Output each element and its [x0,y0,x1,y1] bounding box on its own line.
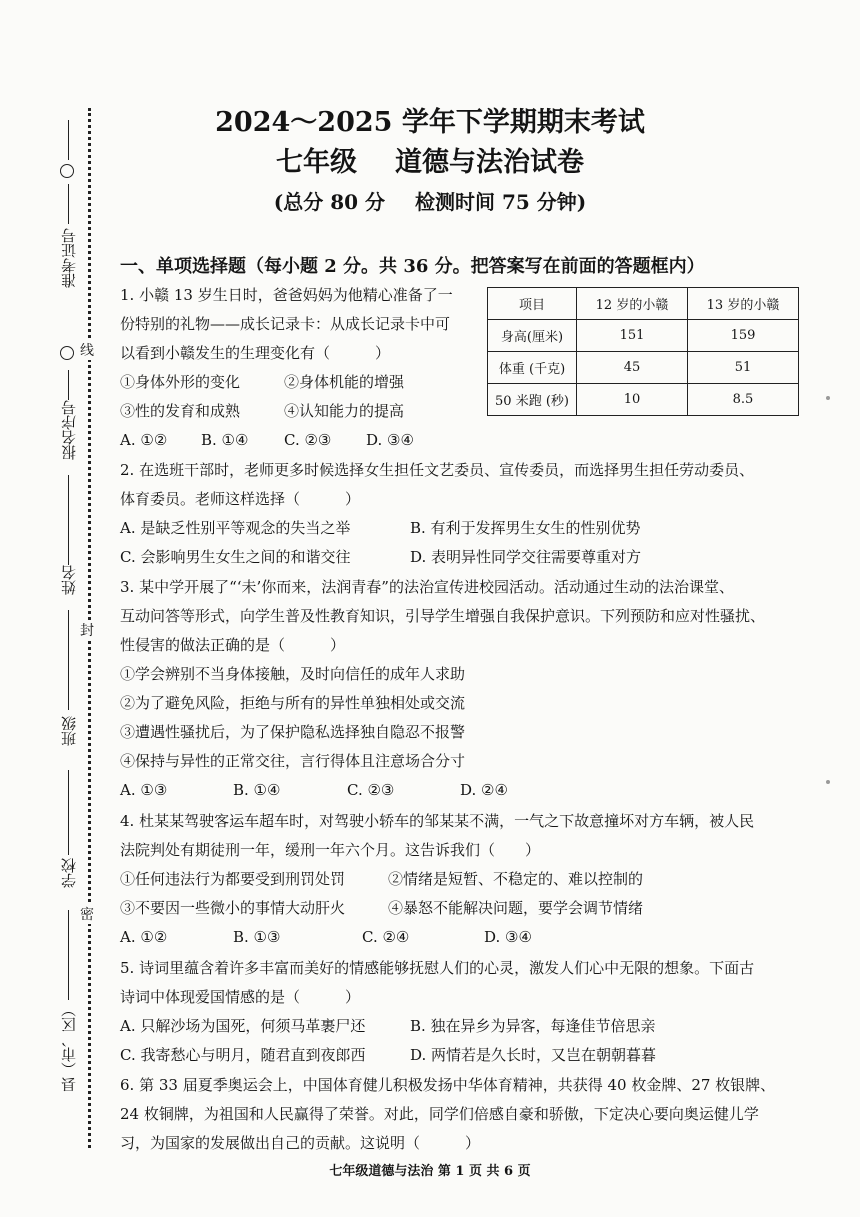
q4-stem-line1: 4. 杜某某驾驶客运车超车时，对驾驶小轿车的邹某某不满，一气之下故意撞坏对方车辆，被人民 [120,812,755,830]
table-row [488,384,799,416]
q3-item-1: ①学会辨别不当身体接触，及时向信任的成年人求助 [120,665,466,683]
q5-option-d: D. 两情若是久长时，又岂在朝朝暮暮 [410,1046,657,1064]
table-header-cell: 13 岁的小赣 [688,288,799,320]
q5-option-b: B. 独在异乡为异客，每逢佳节倍思亲 [410,1017,656,1035]
exam-title: 2024～2025 学年下学期期末考试 [215,107,645,138]
page-footer: 七年级道德与法治 第 1 页 共 6 页 [329,1164,531,1179]
table-cell: 151 [577,320,688,352]
margin-circle-middle [60,346,74,360]
margin-underline-name [68,475,69,565]
table-header-cell: 12 岁的小赣 [577,288,688,320]
q1-option-c: C. ②③ [284,431,332,449]
table-cell: 8.5 [688,384,799,416]
scan-dot [826,780,830,784]
q1-option-a: A. ①② [120,431,168,449]
q3-item-3: ③遭遇性骚扰后，为了保护隐私选择独自隐忍不报警 [120,723,466,741]
q3-stem-line1: 3. 某中学开展了“‘未’你而来，法润青春”的法治宣传进校园活动。活动通过生动的法治课堂、 [120,578,734,596]
q4-stem-line2: 法院判处有期徒刑一年，缓刑一年六个月。这告诉我们（ ） [120,841,541,859]
section-title: 一、单项选择题（每小题 2 分。共 36 分。把答案写在前面的答题框内） [120,256,705,277]
q1-stem-line3: 以看到小赣发生的生理变化有（ ） [120,344,391,362]
q2-option-a: A. 是缺乏性别平等观念的失当之举 [120,519,351,537]
exam-subtitle [0,140,860,179]
q4-item-3: ③不要因一些微小的事情大动肝火 [120,899,346,917]
table-cell: 50 米跑 (秒) [488,384,577,416]
q2-stem-line2: 体育委员。老师这样选择（ ） [120,490,361,508]
margin-label-name: 姓名 [60,565,78,595]
q4-item-4: ④暴怒不能解决问题，要学会调节情绪 [388,899,644,917]
q6-stem-line2: 24 枚铜牌，为祖国和人民赢得了荣誉。对此，同学们倍感自豪和骄傲，下定决心要向奥运健儿学 [120,1105,759,1123]
table-row [488,320,799,352]
q3-stem-line3: 性侵害的做法正确的是（ ） [120,636,346,654]
scan-dot [826,396,830,400]
total-score: (总分 80 分 [273,190,385,214]
table-row [488,352,799,384]
q1-stem-line1: 1. 小赣 13 岁生日时，爸爸妈妈为他精心准备了一 [120,286,453,304]
q1-option-b: B. ①④ [201,431,249,449]
seal-char-feng: 封 [80,620,94,640]
q4-option-c: C. ②④ [362,928,410,946]
margin-underline-enroll-number [68,370,69,400]
margin-underline-class [68,610,69,710]
q4-option-a: A. ①② [120,928,168,946]
exam-info [0,186,860,215]
table-cell: 10 [577,384,688,416]
q5-stem-line2: 诗词中体现爱国情感的是（ ） [120,988,361,1006]
margin-underline-school [68,770,69,855]
table-cell: 身高(厘米) [488,320,577,352]
table-header-row [488,288,799,320]
q3-option-d: D. ②④ [460,781,508,799]
seal-char-mi: 密 [80,904,94,924]
table-cell: 51 [688,352,799,384]
q3-item-4: ④保持与异性的正常交往，言行得体且注意场合分寸 [120,752,466,770]
exam-time: 检测时间 75 分钟) [415,190,587,214]
table-cell: 159 [688,320,799,352]
q1-item-3: ③性的发育和成熟 [120,402,241,420]
margin-underline-county [68,910,69,1000]
q1-item-4: ④认知能力的提高 [284,402,405,420]
q1-item-2: ②身体机能的增强 [284,373,405,391]
margin-label-school: 学校 [60,858,78,888]
table-cell: 体重 (千克) [488,352,577,384]
q4-item-2: ②情绪是短暂、不稳定的、难以控制的 [388,870,644,888]
q1-item-1: ①身体外形的变化 [120,373,241,391]
q4-item-1: ①任何违法行为都要受到刑罚处罚 [120,870,346,888]
q4-option-b: B. ①③ [233,928,281,946]
q5-option-a: A. 只解沙场为国死，何须马革裹尸还 [120,1017,366,1035]
margin-label-enroll-number: 报名序号 [60,400,78,460]
seal-char-xian: 线 [80,340,94,360]
q1-option-d: D. ③④ [366,431,414,449]
q6-stem-line3: 习，为国家的发展做出自己的贡献。这说明（ ） [120,1134,481,1152]
q3-option-b: B. ①④ [233,781,281,799]
margin-label-class: 班级 [60,716,78,746]
q2-stem-line1: 2. 在选班干部时，老师更多时候选择女生担任文艺委员、宣传委员，而选择男生担任劳动委员、 [120,461,755,479]
q5-stem-line1: 5. 诗词里蕴含着许多丰富而美好的情感能够抚慰人们的心灵，激发人们心中无限的想象。下面古 [120,959,755,977]
table-header-cell: 项目 [488,288,577,320]
q6-stem-line1: 6. 第 33 届夏季奥运会上，中国体育健儿积极发扬中华体育精神，共获得 40 枚金牌、27 枚银牌、 [120,1076,776,1094]
q4-option-d: D. ③④ [484,928,532,946]
q2-option-d: D. 表明异性同学交往需要尊重对方 [410,548,642,566]
margin-label-county: 县（市、区） [60,1002,78,1092]
growth-record-table [487,287,799,416]
table-cell: 45 [577,352,688,384]
q3-stem-line2: 互动问答等形式，向学生普及性教育知识，引导学生增强自我保护意识。下列预防和应对性骚扰、 [120,607,766,625]
margin-label-exam-number: 准考证号 [60,228,78,288]
q3-option-c: C. ②③ [347,781,395,799]
q3-option-a: A. ①③ [120,781,168,799]
q1-stem-line2: 份特别的礼物——成长记录卡：从成长记录卡中可 [120,315,451,333]
q2-option-c: C. 会影响男生女生之间的和谐交往 [120,548,351,566]
q5-option-c: C. 我寄愁心与明月，随君直到夜郎西 [120,1046,366,1064]
q2-option-b: B. 有利于发挥男生女生的性别优势 [410,519,641,537]
subject-label: 道德与法治试卷 [395,147,584,178]
q3-item-2: ②为了避免风险，拒绝与所有的异性单独相处或交流 [120,694,466,712]
grade-label: 七年级 [276,147,357,178]
